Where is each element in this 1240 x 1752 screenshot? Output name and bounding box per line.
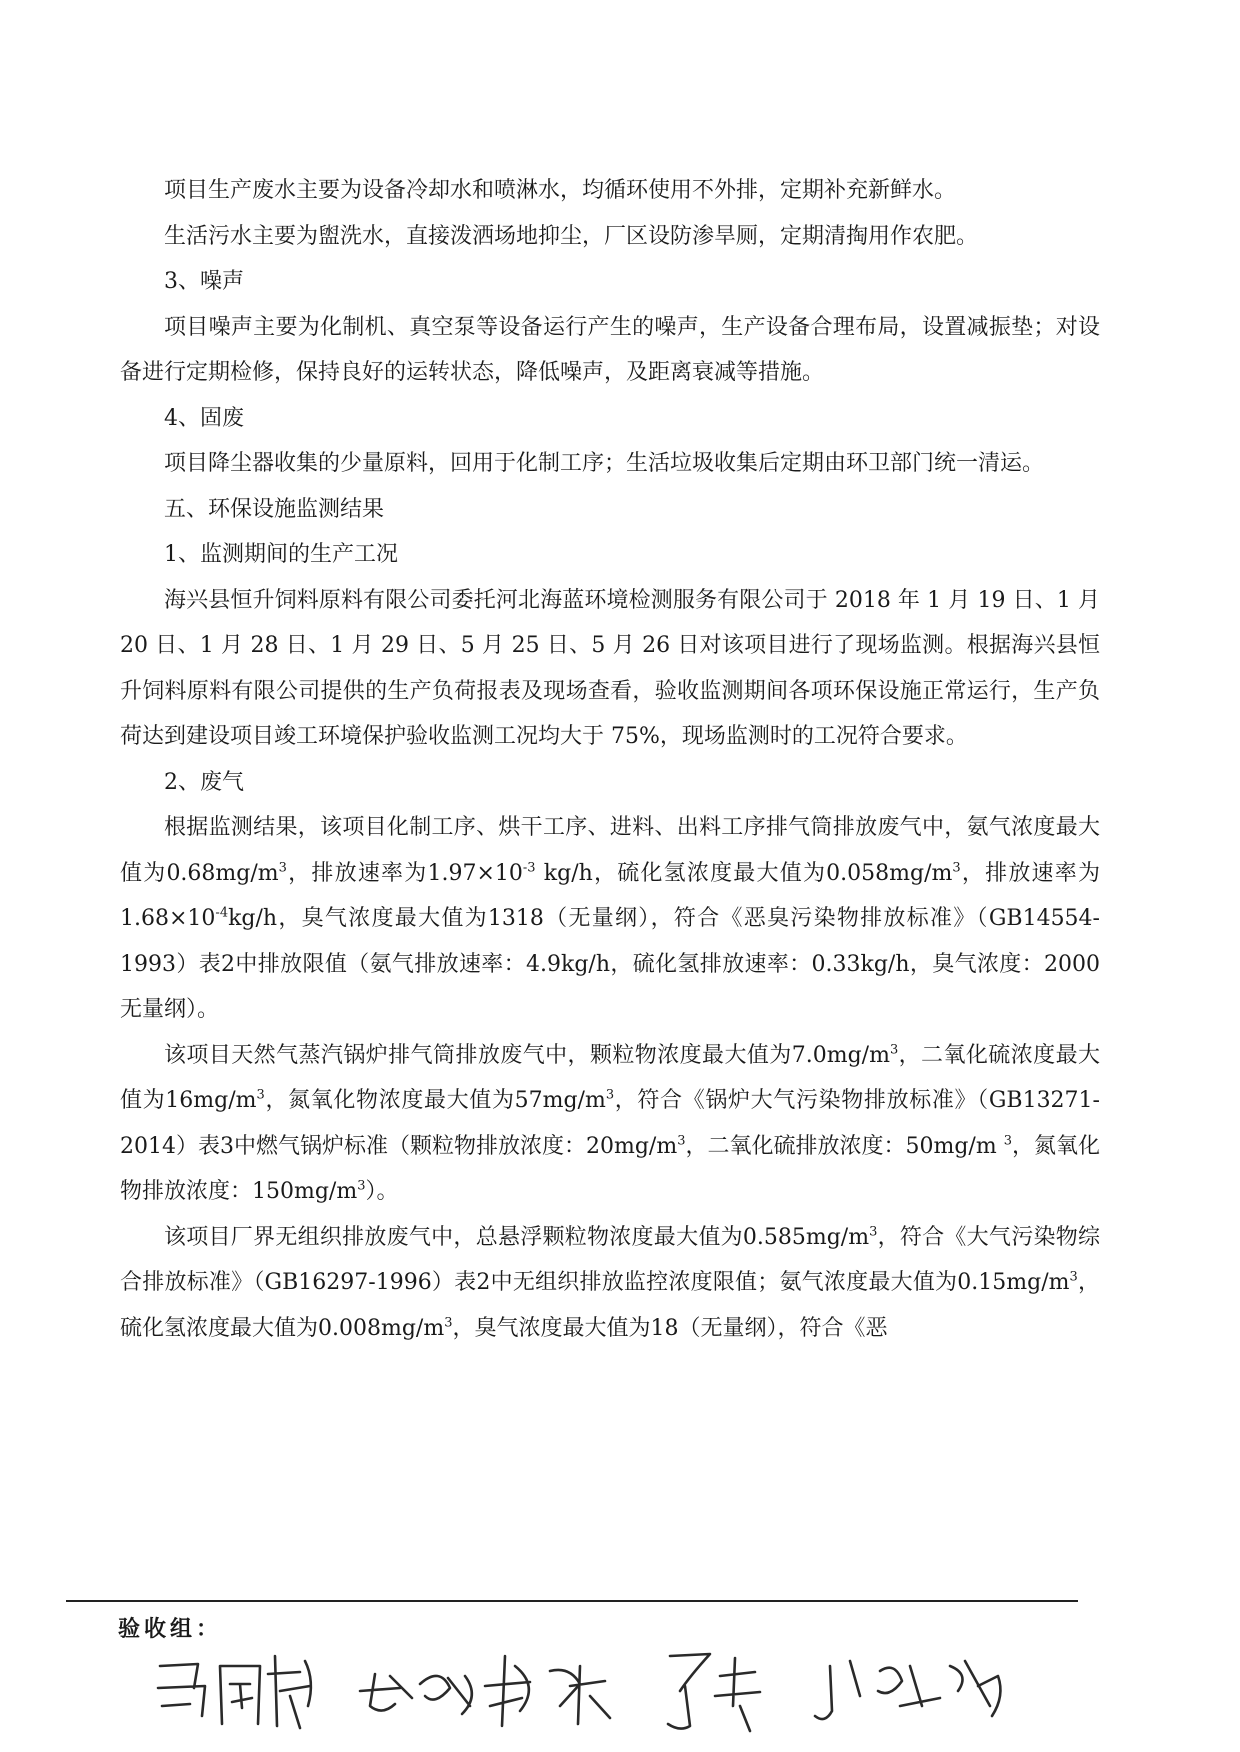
section-heading	[120, 532, 1100, 578]
superscript: 3	[444, 1315, 453, 1331]
body-paragraph	[120, 441, 1100, 487]
superscript: 3	[605, 1087, 615, 1103]
signature-4	[815, 1661, 1000, 1719]
text-run: 项目降尘器收集的少量原料，回用于化制工序；生活垃圾收集后定期由环卫部门统一清运。	[164, 451, 1045, 476]
text-run: 海兴县恒升饲料原料有限公司委托河北海蓝环境检测服务有限公司于 2018 年 1 月 19 日、1 月 20 日、1 月 28 日、1 月 29 日、5 月 25 日、5 月 26 日对该项目进行了现场监测。根据海兴县恒升饲料原料有限公司提供的生产负荷报表及现场查看，验收监测期间各项环保设施正常运行，生产负荷达到建设项目竣工环境保护验收监测工况均大于 75%，现场监测时的工况符合要求。	[120, 587, 1100, 749]
section-heading	[120, 259, 1100, 305]
text-run: 五、环保设施监测结果	[164, 496, 385, 522]
body-paragraph	[120, 1215, 1100, 1352]
text-run: kg/h，臭气浓度最大值为1318（无量纲），符合《恶臭污染物排放标准》（GB14554-1993）表2中排放限值（氨气排放速率：4.9kg/h，硫化氢排放速率：0.33kg/h，臭气浓度：2000无量纲）。	[120, 906, 1100, 1022]
text-run: ，氮氧化物排放浓度：150mg/m	[120, 1133, 1100, 1204]
superscript: 3	[952, 860, 961, 876]
text-run: ，氮氧化物浓度最大值为57mg/m	[264, 1088, 606, 1113]
text-run: ，二氧化硫排放浓度：50mg/m	[685, 1133, 1004, 1159]
document-body	[120, 168, 1100, 1351]
superscript: 3	[889, 1042, 899, 1058]
superscript: -3	[522, 860, 536, 876]
body-paragraph	[120, 805, 1100, 1033]
body-paragraph	[120, 578, 1100, 760]
text-run: ，臭气浓度最大值为18（无量纲），符合《恶	[452, 1315, 888, 1341]
acceptance-group-label: 验收组：	[118, 1616, 223, 1642]
text-run: ，排放速率为1.68×10	[120, 860, 1100, 931]
body-paragraph	[120, 214, 1100, 260]
text-run: 生活污水主要为盥洗水，直接泼洒场地抑尘，厂区设防渗旱厕，定期清掏用作农肥。	[164, 223, 979, 249]
footer-divider	[66, 1600, 1078, 1602]
text-run: 项目噪声主要为化制机、真空泵等设备运行产生的噪声，生产设备合理布局，设置减振垫；对设备进行定期检修，保持良好的运转状态，降低噪声，及距离衰减等措施。	[120, 314, 1100, 385]
text-run: ，符合《大气污染物综合排放标准》（GB16297-1996）表2中无组织排放监控浓度限值；氨气浓度最大值为0.15mg/m	[120, 1224, 1100, 1295]
superscript: -4	[215, 905, 229, 921]
text-run: ）。	[365, 1179, 399, 1204]
section-heading	[120, 396, 1100, 442]
text-run: 4、固废	[164, 405, 244, 431]
text-run: ，排放速率为1.97×10	[286, 860, 523, 886]
text-run: 根据监测结果，该项目化制工序、烘干工序、进料、出料工序排气筒排放废气中，氨气浓度最大值为0.68mg/m	[120, 815, 1100, 886]
superscript: 3	[256, 1087, 265, 1103]
superscript: 3	[357, 1178, 366, 1194]
text-run: 项目生产废水主要为设备冷却水和喷淋水，均循环使用不外排，定期补充新鲜水。	[164, 178, 957, 203]
superscript: 3	[1003, 1133, 1012, 1149]
section-heading	[120, 760, 1100, 806]
body-paragraph	[120, 168, 1100, 214]
text-run: 该项目天然气蒸汽锅炉排气筒排放废气中，颗粒物浓度最大值为7.0mg/m	[164, 1042, 890, 1068]
section-heading	[120, 487, 1100, 533]
text-run: ，硫化氢浓度最大值为0.008mg/m	[120, 1270, 1100, 1341]
text-run: kg/h，硫化氢浓度最大值为0.058mg/m	[535, 860, 953, 886]
text-run: 1、监测期间的生产工况	[164, 542, 398, 567]
signature-2	[360, 1656, 610, 1726]
superscript: 3	[677, 1133, 686, 1149]
superscript: 3	[869, 1224, 878, 1240]
text-run: ，符合《锅炉大气污染物排放标准》（GB13271-2014）表3中燃气锅炉标准（颗粒物排放浓度：20mg/m	[120, 1088, 1100, 1159]
text-run: 2、废气	[164, 769, 244, 795]
body-paragraph	[120, 305, 1100, 396]
text-run: 3、噪声	[164, 269, 244, 294]
superscript: 3	[278, 860, 287, 876]
handwritten-signatures	[150, 1636, 1110, 1736]
text-run: 该项目厂界无组织排放废气中，总悬浮颗粒物浓度最大值为0.585mg/m	[164, 1224, 870, 1250]
signature-1	[158, 1656, 311, 1728]
body-paragraph	[120, 1033, 1100, 1215]
signature-3	[668, 1654, 760, 1731]
text-run: ，二氧化硫浓度最大值为16mg/m	[120, 1042, 1100, 1113]
superscript: 3	[1069, 1269, 1078, 1285]
